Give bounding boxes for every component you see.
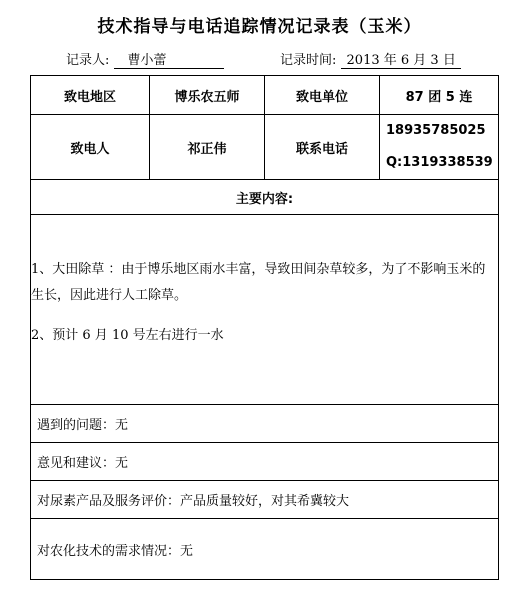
record-time-field [280, 49, 461, 69]
record-time-label: 记录时间: [280, 53, 337, 68]
recorder-label: 记录人: [66, 53, 110, 68]
table-row [31, 115, 499, 180]
needs-row: 对农化技术的需求情况：无 [31, 519, 499, 580]
main-content [31, 215, 499, 405]
record-table [30, 75, 499, 580]
phone-label: 联系电话 [265, 115, 380, 180]
main-content-label: 主要内容: [31, 180, 499, 215]
phone-number-1: 18935785025 [386, 123, 486, 138]
content-line-2: 2、预计 6 月 10 号左右进行一水 [31, 327, 224, 343]
caller-unit-label: 致电单位 [265, 76, 380, 115]
evaluation-row: 对尿素产品及服务评价：产品质量较好，对其希冀较大 [31, 481, 499, 519]
problems-row: 遇到的问题：无 [31, 405, 499, 443]
table-row [31, 519, 499, 580]
caller-region-label: 致电地区 [31, 76, 150, 115]
recorder-field [66, 49, 224, 69]
table-row [31, 215, 499, 405]
page-title: 技术指导与电话追踪情况记录表（玉米） [97, 17, 422, 37]
record-time-value: 2013 年 6 月 3 日 [341, 53, 461, 69]
table-row [31, 76, 499, 115]
table-row [31, 180, 499, 215]
caller-label: 致电人 [31, 115, 150, 180]
content-line-1: 1、大田除草 ：由于博乐地区雨水丰富，导致田间杂草较多，为了不影响玉米的生长，因此进行人工除草。 [31, 261, 486, 303]
caller-unit-value: 87 团 5 连 [380, 76, 499, 115]
recorder-name: 曹小蕾 [114, 53, 224, 69]
phone-number-2: Q:1319338539 [386, 155, 493, 170]
caller-value: 祁正伟 [150, 115, 265, 180]
caller-region-value: 博乐农五师 [150, 76, 265, 115]
table-row [31, 481, 499, 519]
table-row [31, 405, 499, 443]
table-row [31, 443, 499, 481]
suggestions-row: 意见和建议：无 [31, 443, 499, 481]
phone-values [380, 115, 499, 180]
